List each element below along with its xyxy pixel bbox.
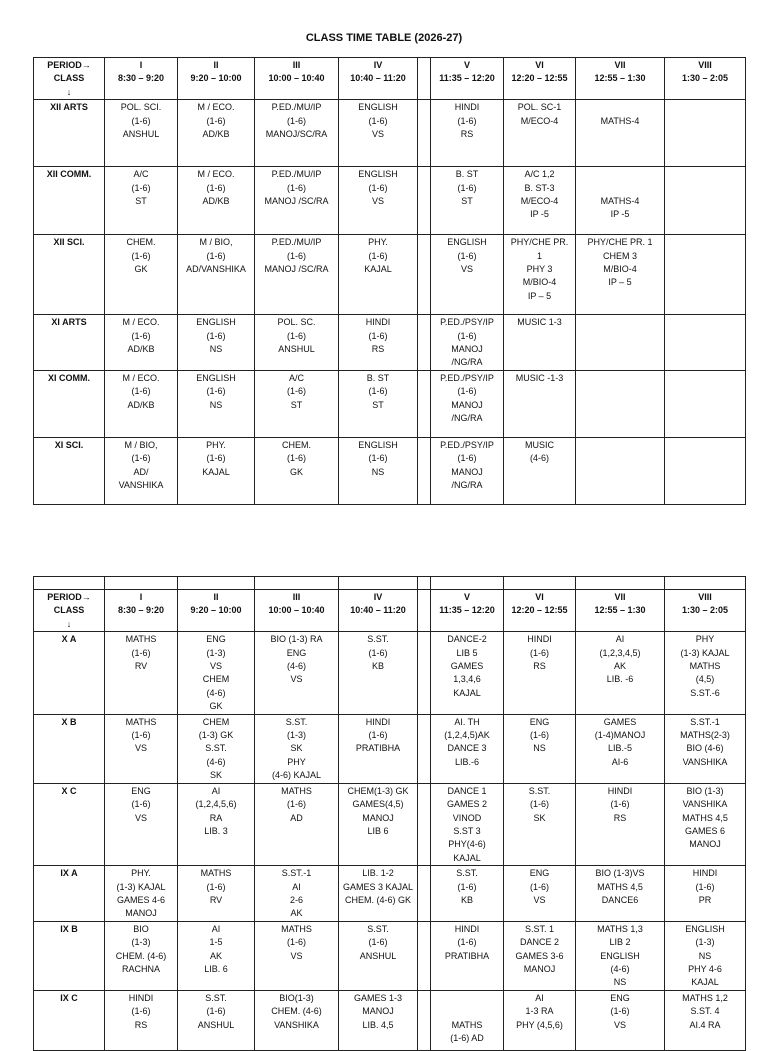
table-row	[34, 990, 746, 1050]
timetable-cell: DANCE 1 GAMES 2 VINOD S.ST 3 PHY(4-6) KAJAL	[431, 783, 504, 865]
class-label: XI ARTS	[34, 315, 105, 371]
timetable-cell: ENG (1-3) VS CHEM (4-6) GK	[178, 632, 255, 714]
timetable-cell: M / ECO. (1-6) AD/KB	[105, 370, 178, 437]
timetable-cell: S.ST.-1 MATHS(2-3) BIO (4-6) VANSHIKA	[665, 714, 746, 783]
timetable-cell: ENG (1-6) VS	[576, 990, 665, 1050]
timetable-cell: S.ST. (1-6) SK	[504, 783, 576, 865]
class-label: XII ARTS	[34, 100, 105, 167]
timetable-cell: P.ED./PSY/IP (1-6) MANOJ /NG/RA	[431, 437, 504, 504]
period-header: II 9:20 – 10:00	[178, 590, 255, 632]
timetable-cell: MATHS (1-6) RV	[178, 866, 255, 922]
table-row	[34, 783, 746, 865]
timetable-cell: BIO (1-3)VS MATHS 4,5 DANCE6	[576, 866, 665, 922]
timetable-cell: S.ST. (1-6) KB	[339, 632, 418, 714]
period-header: VII 12:55 – 1:30	[576, 590, 665, 632]
timetable-cell	[576, 370, 665, 437]
period-header: VIII 1:30 – 2:05	[665, 590, 746, 632]
timetable-cell: M / BIO, (1-6) AD/ VANSHIKA	[105, 437, 178, 504]
timetable-cell: M / ECO. (1-6) AD/KB	[178, 100, 255, 167]
period-header: V 11:35 – 12:20	[431, 590, 504, 632]
break-cell	[418, 315, 431, 371]
timetable-cell: BIO (1-3) RA ENG (4-6) VS	[255, 632, 339, 714]
timetable-cell: LIB. 1-2 GAMES 3 KAJAL CHEM. (4-6) GK	[339, 866, 418, 922]
break-cell	[418, 714, 431, 783]
timetable-cell: HINDI (1-6) PRATIBHA	[431, 921, 504, 990]
timetable-cell: PHY/CHE PR. 1 CHEM 3 M/BIO-4 IP – 5	[576, 235, 665, 315]
timetable-cell: A/C (1-6) ST	[255, 370, 339, 437]
period-header: V 11:35 – 12:20	[431, 58, 504, 100]
timetable-cell: MATHS 1,3 LIB 2 ENGLISH (4-6) NS	[576, 921, 665, 990]
class-label: X A	[34, 632, 105, 714]
timetable-cell: A/C (1-6) ST	[105, 167, 178, 235]
class-label: IX A	[34, 866, 105, 922]
class-label: X B	[34, 714, 105, 783]
timetable-cell: DANCE-2 LIB 5 GAMES 1,3,4,6 KAJAL	[431, 632, 504, 714]
timetable-cell: CHEM(1-3) GK GAMES(4,5) MANOJ LIB 6	[339, 783, 418, 865]
timetable-cell	[665, 167, 746, 235]
period-header: VIII 1:30 – 2:05	[665, 58, 746, 100]
timetable-cell: B. ST (1-6) ST	[431, 167, 504, 235]
timetable-cell: CHEM. (1-6) GK	[105, 235, 178, 315]
timetable-cell: PHY/CHE PR. 1 PHY 3 M/BIO-4 IP – 5	[504, 235, 576, 315]
table-row	[34, 866, 746, 922]
period-header: II 9:20 – 10:00	[178, 58, 255, 100]
timetable-cell: MATHS (1-6) AD	[255, 783, 339, 865]
timetable-cell: S.ST.-1 AI 2-6 AK	[255, 866, 339, 922]
period-header: VI 12:20 – 12:55	[504, 58, 576, 100]
timetable-cell: BIO (1-3) CHEM. (4-6) RACHNA	[105, 921, 178, 990]
timetable-cell: PHY. (1-6) KAJAL	[339, 235, 418, 315]
timetable-cell: P.ED./PSY/IP (1-6) MANOJ /NG/RA	[431, 370, 504, 437]
timetable-cell: POL. SCI. (1-6) ANSHUL	[105, 100, 178, 167]
timetable-cell: MATHS-4	[576, 100, 665, 167]
timetable-cell	[665, 235, 746, 315]
timetable-cell: ENGLISH (1-6) NS	[339, 437, 418, 504]
timetable-cell: PHY. (1-3) KAJAL GAMES 4-6 MANOJ	[105, 866, 178, 922]
timetable-cell: S.ST. (1-6) ANSHUL	[178, 990, 255, 1050]
table-row	[34, 315, 746, 371]
timetable-cell: CHEM (1-3) GK S.ST. (4-6) SK	[178, 714, 255, 783]
timetable-cell: MATHS (1-6) RV	[105, 632, 178, 714]
timetable-cell: HINDI (1-6) RS	[504, 632, 576, 714]
timetable-cell: MUSIC -1-3	[504, 370, 576, 437]
period-header: IV 10:40 – 11:20	[339, 590, 418, 632]
break-cell	[418, 437, 431, 504]
header-row	[34, 58, 746, 100]
timetable-cell: ENGLISH (1-6) VS	[431, 235, 504, 315]
period-header: VII 12:55 – 1:30	[576, 58, 665, 100]
timetable-cell: MUSIC (4-6)	[504, 437, 576, 504]
header-label: PERIOD→ CLASS ↓	[34, 58, 105, 100]
timetable-cell: ENGLISH (1-6) VS	[339, 167, 418, 235]
break-cell	[418, 370, 431, 437]
timetable-cell: ENGLISH (1-6) VS	[339, 100, 418, 167]
break-column	[418, 58, 431, 100]
timetable-cell: S.ST. (1-3) SK PHY (4-6) KAJAL	[255, 714, 339, 783]
timetable-cell: AI (1,2,4,5,6) RA LIB. 3	[178, 783, 255, 865]
timetable-cell: BIO(1-3) CHEM. (4-6) VANSHIKA	[255, 990, 339, 1050]
timetable-cell: ENG (1-6) VS	[504, 866, 576, 922]
break-cell	[418, 167, 431, 235]
timetable-cell: PHY. (1-6) KAJAL	[178, 437, 255, 504]
timetable-cell: HINDI (1-6) PR	[665, 866, 746, 922]
timetable-cell: S.ST. 1 DANCE 2 GAMES 3-6 MANOJ	[504, 921, 576, 990]
table-row	[34, 632, 746, 714]
junior-timetable	[33, 576, 746, 1051]
timetable-cell: ENG (1-6) VS	[105, 783, 178, 865]
timetable-cell: BIO (1-3) VANSHIKA MATHS 4,5 GAMES 6 MANOJ	[665, 783, 746, 865]
table-row	[34, 714, 746, 783]
timetable-cell: AI 1-5 AK LIB. 6	[178, 921, 255, 990]
timetable-cell: P.ED./PSY/IP (1-6) MANOJ /NG/RA	[431, 315, 504, 371]
timetable-cell: MATHS (1-6) VS	[255, 921, 339, 990]
class-label: X C	[34, 783, 105, 865]
timetable-cell: M / ECO. (1-6) AD/KB	[178, 167, 255, 235]
table-row	[34, 235, 746, 315]
class-label: XI COMM.	[34, 370, 105, 437]
break-cell	[418, 921, 431, 990]
table-row	[34, 100, 746, 167]
timetable-cell: CHEM. (1-6) GK	[255, 437, 339, 504]
senior-timetable	[33, 57, 746, 505]
timetable-cell	[665, 370, 746, 437]
table-row	[34, 437, 746, 504]
blank-row	[34, 577, 746, 590]
header-label: PERIOD→ CLASS ↓	[34, 590, 105, 632]
period-header: III 10:00 – 10:40	[255, 590, 339, 632]
timetable-cell: MATHS (1-6) AD	[431, 990, 504, 1050]
timetable-cell: GAMES 1-3 MANOJ LIB. 4,5	[339, 990, 418, 1050]
timetable-cell: PHY (1-3) KAJAL MATHS (4,5) S.ST.-6	[665, 632, 746, 714]
break-cell	[418, 235, 431, 315]
timetable-cell: B. ST (1-6) ST	[339, 370, 418, 437]
timetable-cell: MUSIC 1-3	[504, 315, 576, 371]
timetable-cell: ENGLISH (1-6) NS	[178, 315, 255, 371]
timetable-cell: MATHS (1-6) VS	[105, 714, 178, 783]
timetable-cell: GAMES (1-4)MANOJ LIB.-5 AI-6	[576, 714, 665, 783]
timetable-cell: POL. SC. (1-6) ANSHUL	[255, 315, 339, 371]
timetable-cell: POL. SC-1 M/ECO-4	[504, 100, 576, 167]
timetable-cell: HINDI (1-6) PRATIBHA	[339, 714, 418, 783]
period-header: I 8:30 – 9:20	[105, 590, 178, 632]
class-label: IX B	[34, 921, 105, 990]
timetable-cell: P.ED./MU/IP (1-6) MANOJ/SC/RA	[255, 100, 339, 167]
period-header: IV 10:40 – 11:20	[339, 58, 418, 100]
break-cell	[418, 100, 431, 167]
timetable-cell: HINDI (1-6) RS	[339, 315, 418, 371]
timetable-cell: P.ED./MU/IP (1-6) MANOJ /SC/RA	[255, 235, 339, 315]
timetable-cell: MATHS-4 IP -5	[576, 167, 665, 235]
timetable-cell: HINDI (1-6) RS	[105, 990, 178, 1050]
timetable-cell: A/C 1,2 B. ST-3 M/ECO-4 IP -5	[504, 167, 576, 235]
timetable-cell	[576, 437, 665, 504]
timetable-cell: MATHS 1,2 S.ST. 4 AI.4 RA	[665, 990, 746, 1050]
timetable-cell: HINDI (1-6) RS	[431, 100, 504, 167]
timetable-cell: P.ED./MU/IP (1-6) MANOJ /SC/RA	[255, 167, 339, 235]
timetable-cell: ENGLISH (1-3) NS PHY 4-6 KAJAL	[665, 921, 746, 990]
page-title: CLASS TIME TABLE (2026-27)	[305, 32, 463, 44]
timetable-cell: ENGLISH (1-6) NS	[178, 370, 255, 437]
class-label: IX C	[34, 990, 105, 1050]
timetable-cell: AI 1-3 RA PHY (4,5,6)	[504, 990, 576, 1050]
period-header: III 10:00 – 10:40	[255, 58, 339, 100]
break-cell	[418, 866, 431, 922]
class-label: XI SCI.	[34, 437, 105, 504]
timetable-cell: ENG (1-6) NS	[504, 714, 576, 783]
table-row	[34, 921, 746, 990]
break-cell	[418, 990, 431, 1050]
timetable-cell: AI. TH (1,2,4,5)AK DANCE 3 LIB.-6	[431, 714, 504, 783]
table-row	[34, 167, 746, 235]
timetable-cell: HINDI (1-6) RS	[576, 783, 665, 865]
timetable-cell	[665, 100, 746, 167]
period-header: VI 12:20 – 12:55	[504, 590, 576, 632]
timetable-cell	[665, 437, 746, 504]
break-column	[418, 590, 431, 632]
timetable-cell	[665, 315, 746, 371]
timetable-cell: M / BIO, (1-6) AD/VANSHIKA	[178, 235, 255, 315]
timetable-cell: AI (1,2,3,4,5) AK LIB. -6	[576, 632, 665, 714]
timetable-cell: S.ST. (1-6) KB	[431, 866, 504, 922]
break-cell	[418, 632, 431, 714]
timetable-cell: M / ECO. (1-6) AD/KB	[105, 315, 178, 371]
class-label: XII COMM.	[34, 167, 105, 235]
timetable-cell: S.ST. (1-6) ANSHUL	[339, 921, 418, 990]
table-row	[34, 370, 746, 437]
break-cell	[418, 783, 431, 865]
header-row	[34, 590, 746, 632]
class-label: XII SCI.	[34, 235, 105, 315]
period-header: I 8:30 – 9:20	[105, 58, 178, 100]
timetable-cell	[576, 315, 665, 371]
